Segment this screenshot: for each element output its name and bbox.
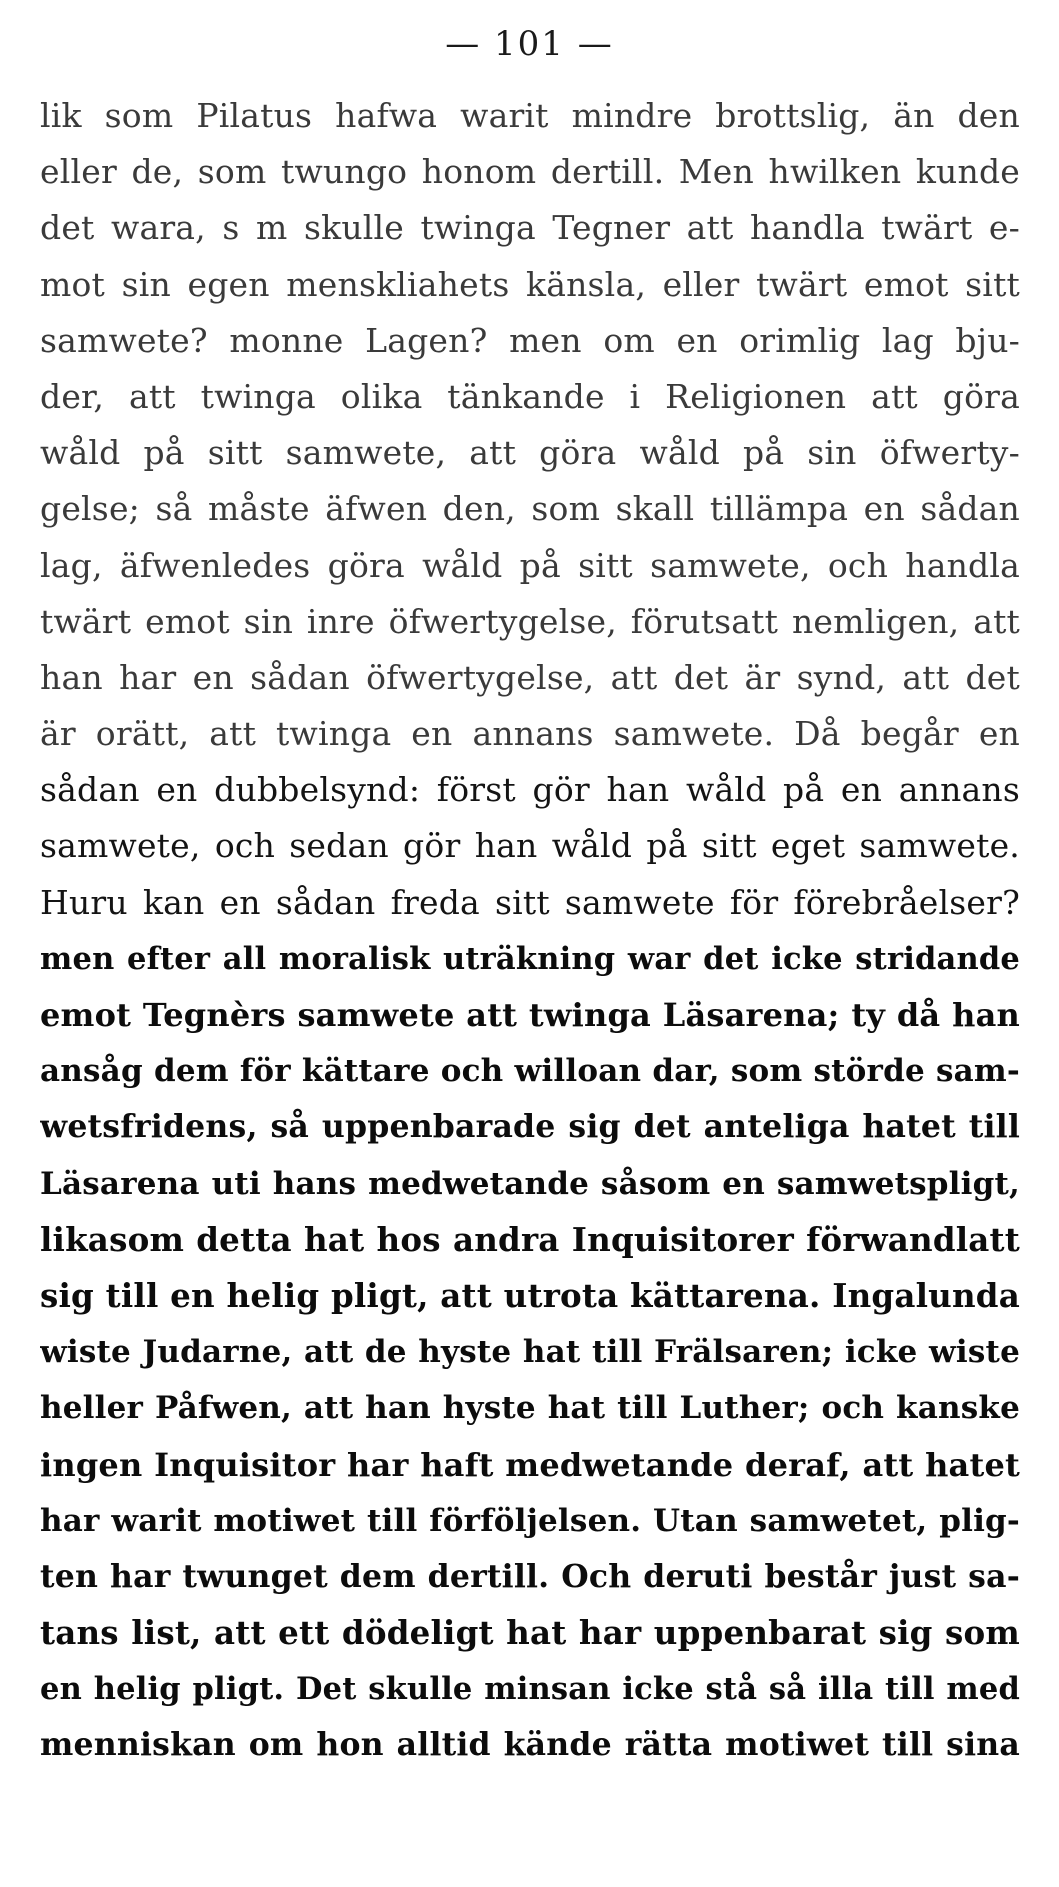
text-line: det wara, s m skulle twinga Tegner att handla twärt e-: [40, 208, 1020, 248]
text-line: mot sin egen menskliahets känsla, eller twärt emot sitt: [40, 264, 1020, 304]
text-line: ingen Inquisitor har haft medwetande deraf, att hatet: [40, 1445, 1020, 1484]
text-line: lik som Pilatus hafwa warit mindre brottslig, än den: [40, 96, 1020, 135]
page-number: — 101 —: [445, 24, 614, 64]
text-line: eller de, som twungo honom dertill. Men hwilken kunde: [40, 152, 1020, 192]
text-line: Läsarena uti hans medwetande såsom en samwetspligt,: [40, 1165, 1020, 1202]
text-line: gelse; så måste äfwen den, som skall tillämpa en sådan: [40, 489, 1020, 529]
text-line: ansåg dem för kättare och willoan dar, som störde sam-: [40, 1053, 1020, 1090]
text-line: wåld på sitt samwete, att göra wåld på sin öfwerty-: [40, 433, 1020, 473]
text-line: samwete, och sedan gör han wåld på sitt eget samwete.: [40, 826, 1020, 866]
text-line: emot Tegnèrs samwete att twinga Läsarena; ty då han: [40, 996, 1020, 1034]
text-line: tans list, att ett dödeligt hat har uppenbarat sig som: [40, 1613, 1020, 1653]
text-line: likasom detta hat hos andra Inquisitorer förwandlatt: [40, 1219, 1020, 1259]
text-line: lag, äfwenledes göra wåld på sitt samwete, och handla: [40, 545, 1020, 585]
text-line: är orätt, att twinga en annans samwete. Då begår en: [40, 714, 1020, 754]
text-line: en helig pligt. Det skulle minsan icke stå så illa till med: [40, 1671, 1020, 1708]
text-line: sådan en dubbelsynd: först gör han wåld på en annans: [40, 770, 1020, 810]
text-line: wetsfridens, så uppenbarade sig det anteliga hatet till: [40, 1108, 1020, 1146]
text-line: Huru kan en sådan freda sitt samwete för förebråelser?: [40, 882, 1020, 922]
text-line: heller Påfwen, att han hyste hat till Luther; och kanske: [40, 1390, 1020, 1427]
text-line: har warit motiwet till förföljelsen. Utan samwetet, plig-: [40, 1502, 1020, 1539]
text-line: der, att twinga olika tänkande i Religionen att göra: [40, 376, 1020, 416]
text-line: twärt emot sin inre öfwertygelse, förutsatt nemligen, att: [40, 601, 1020, 641]
text-line: menniskan om hon alltid kände rätta motiwet till sina: [40, 1726, 1020, 1764]
text-line: ten har twunget dem dertill. Och deruti består just sa-: [40, 1557, 1020, 1595]
text-line: sig till en helig pligt, att utrota kättarena. Ingalunda: [40, 1275, 1020, 1315]
text-line: samwete? monne Lagen? men om en orimlig lag bju-: [40, 320, 1020, 360]
text-line: han har en sådan öfwertygelse, att det är synd, att det: [40, 657, 1020, 697]
text-line: men efter all moralisk uträkning war det icke stridande: [40, 940, 1020, 977]
text-line: wiste Judarne, att de hyste hat till Frälsaren; icke wiste: [40, 1334, 1020, 1371]
body-text: [40, 88, 1020, 1774]
